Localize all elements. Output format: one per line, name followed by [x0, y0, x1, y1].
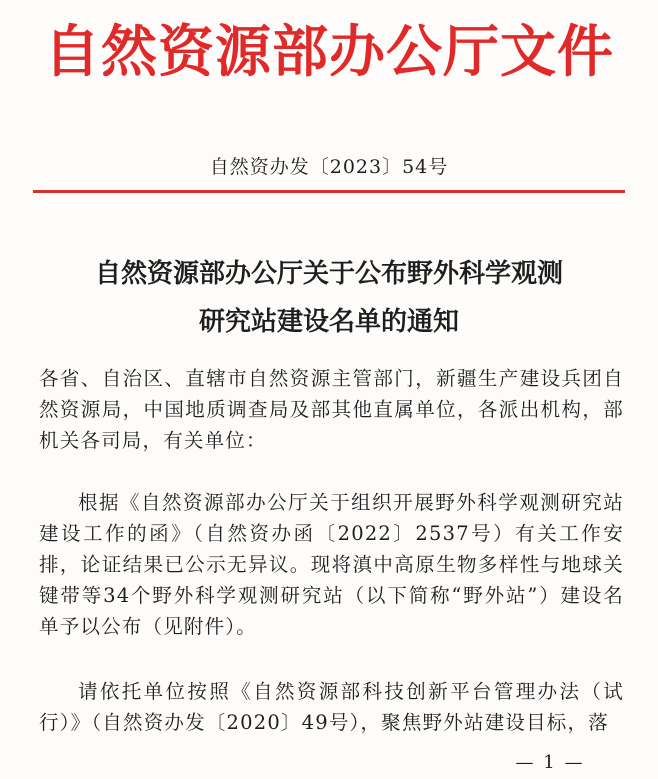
notice-title-line-2: 研究站建设名单的通知 [198, 307, 459, 337]
basis-paragraph: 根据《自然资源部办公厅关于组织开展野外科学观测研究站建设工作的函》（自然资办函〔2022〕2537号）有关工作安排，论证结果已公示无异议。现将滇中高原生物多样性与地球关键带等34个野外科学观测研究站（以下简称“野外站”）建设名单予以公布（见附件）。 [39, 491, 624, 638]
page-number: — 1 — [515, 752, 585, 773]
request-paragraph: 请依托单位按照《自然资源部科技创新平台管理办法（试行）》（自然资办发〔2020〕49号），聚焦野外站建设目标，落 [39, 680, 624, 734]
notice-title [0, 250, 658, 346]
document-header-title: 自然资源部办公厅文件 [44, 20, 614, 85]
red-divider-line [33, 190, 625, 193]
addressee-paragraph: 各省、自治区、直辖市自然资源主管部门，新疆生产建设兵团自然资源局，中国地质调查局及部其他直属单位，各派出机构，部机关各司局，有关单位： [39, 367, 624, 452]
notice-title-line-1: 自然资源部办公厅关于公布野外科学观测 [94, 259, 563, 289]
document-number: 自然资办发〔2023〕54号 [209, 156, 449, 178]
